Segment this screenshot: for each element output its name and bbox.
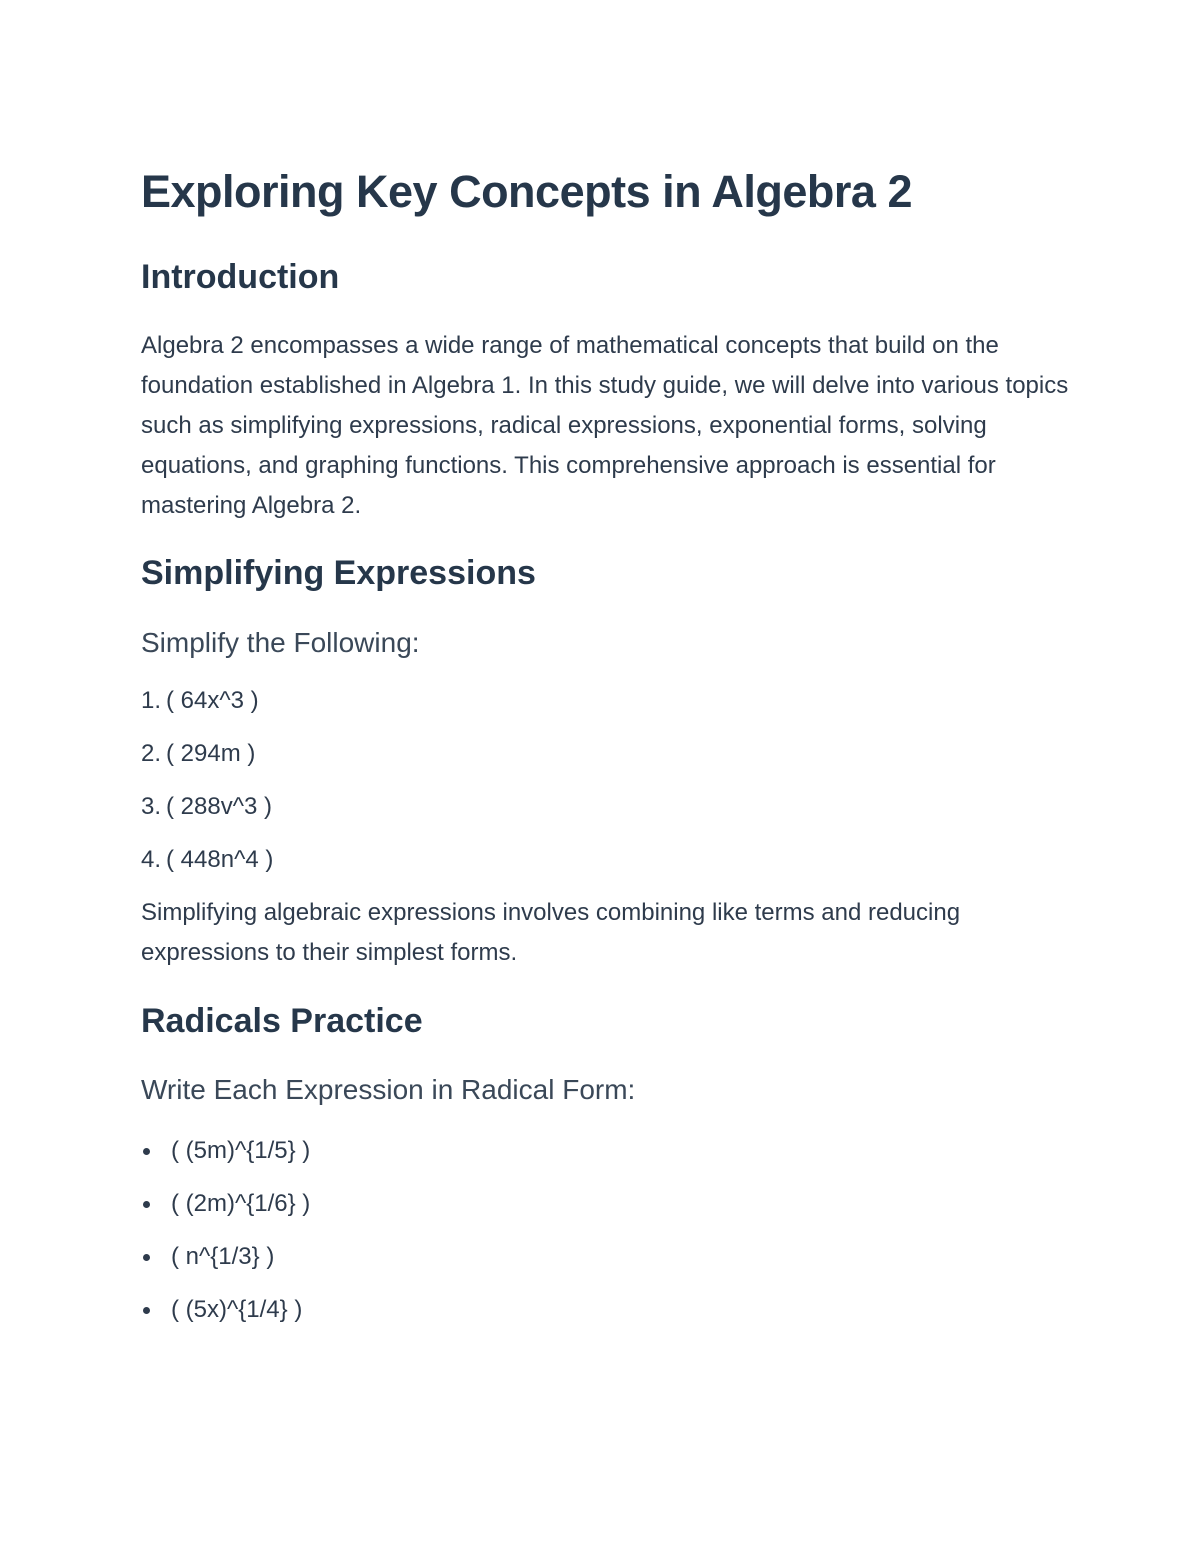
list-item: ( (2m)^{1/6} ) xyxy=(141,1191,310,1244)
radicals-heading: Radicals Practice xyxy=(141,1002,423,1040)
simplifying-note: Simplifying algebraic expressions involves combining like terms and reducing expressions to their simplest forms. xyxy=(141,899,961,966)
introduction-heading: Introduction xyxy=(141,258,340,296)
simplifying-heading: Simplifying Expressions xyxy=(141,554,536,592)
bullet-icon xyxy=(143,1201,150,1208)
bullet-icon xyxy=(143,1254,150,1261)
bullet-icon xyxy=(143,1307,150,1314)
bullet-icon xyxy=(143,1148,150,1155)
list-item: 3. ( 288v^3 ) xyxy=(141,793,272,820)
document-title: Exploring Key Concepts in Algebra 2 xyxy=(141,166,912,217)
radicals-subheading: Write Each Expression in Radical Form: xyxy=(141,1074,636,1105)
simplify-list xyxy=(141,688,273,900)
simplifying-subheading: Simplify the Following: xyxy=(141,627,420,658)
list-item: ( n^{1/3} ) xyxy=(141,1244,310,1297)
list-item: 1. ( 64x^3 ) xyxy=(141,687,259,714)
radicals-list xyxy=(141,1138,310,1350)
list-item: ( (5x)^{1/4} ) xyxy=(141,1297,310,1350)
list-item: 4. ( 448n^4 ) xyxy=(141,846,274,873)
list-item: 2. ( 294m ) xyxy=(141,740,256,767)
introduction-paragraph: Algebra 2 encompasses a wide range of mathematical concepts that build on the foundation established in Algebra 1. In this study guide, we will delve into various topics such as simplifying expressions, radical expressions, exponential forms, solving equations, and graphing functions. This comprehensive approach is essential for mastering Algebra 2. xyxy=(141,332,1069,519)
list-item: ( (5m)^{1/5} ) xyxy=(141,1138,310,1191)
